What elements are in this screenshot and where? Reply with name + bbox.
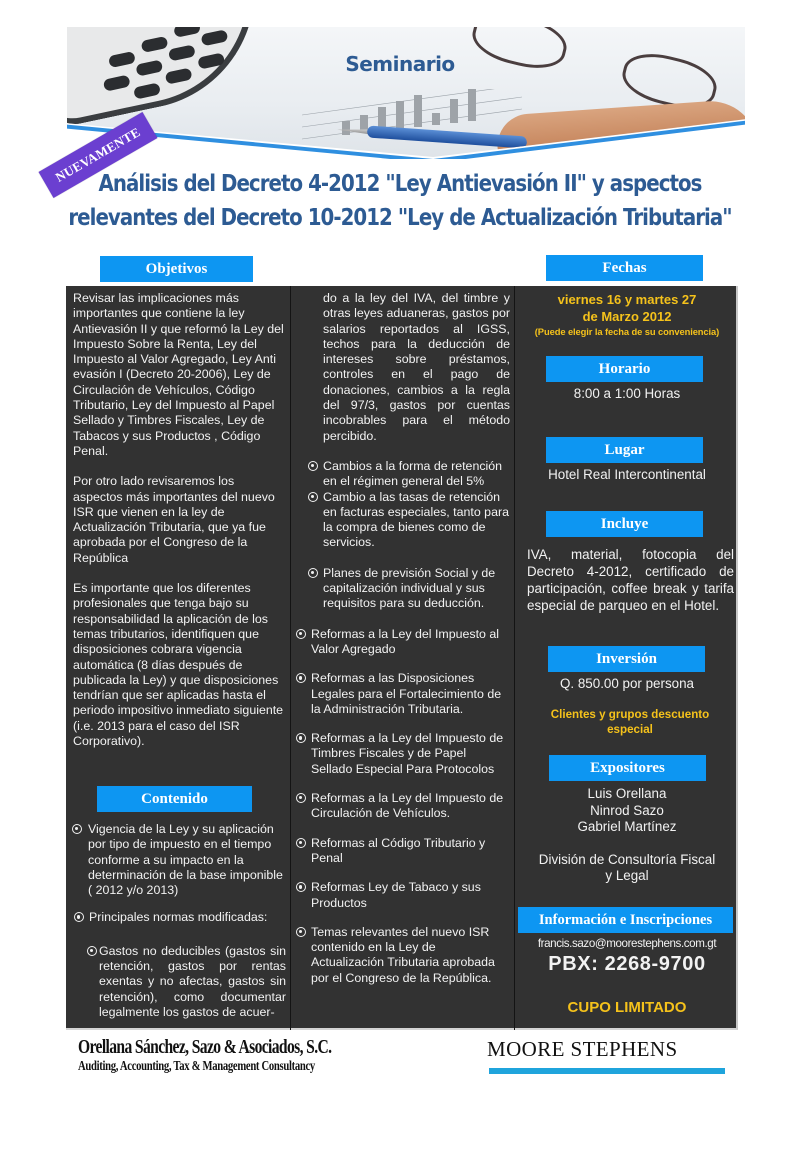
objetivos-heading: Objetivos xyxy=(100,256,253,282)
reforma-item-text: Reformas a la Ley del Impuesto de Timbres Fiscales y de Papel Sellado Especial Para Protocolos xyxy=(311,731,504,776)
informacion-heading: Información e Inscripciones xyxy=(518,907,733,933)
fechas-line-1: viernes 16 y martes 27 xyxy=(557,292,697,307)
info-column xyxy=(516,291,738,339)
contact-email[interactable]: francis.sazo@moorestephens.com.gt xyxy=(537,937,717,950)
firm-logo-tagline: Auditing, Accounting, Tax & Management Consultancy xyxy=(78,1059,315,1074)
expositores-heading: Expositores xyxy=(549,755,706,781)
bullet-icon xyxy=(296,673,306,683)
contenido-sub-item xyxy=(87,944,286,1020)
contenido-sub-item-text: Planes de previsión Social y de capitalización individual y sus requisitos para su deducción. xyxy=(323,565,496,611)
reforma-item xyxy=(296,925,510,986)
bullet-icon xyxy=(308,461,318,471)
lugar-value: Hotel Real Intercontinental xyxy=(548,467,706,482)
reforma-item xyxy=(296,731,510,777)
contenido-column-start xyxy=(72,822,286,1020)
seminar-kicker: Seminario xyxy=(345,52,455,76)
contenido-sub-item-continued: do a la ley del IVA, del timbre y otras leyes aduaneras, gastos por salarios reportados al IGSS, techos para la deducción de intereses sobre préstamos, controles en el pago de donaciones, cambios a la regla del 97/3, gastos por cuentas incobrables para el método percibido. xyxy=(323,291,510,443)
bullet-icon xyxy=(308,492,318,502)
objetivos-column xyxy=(73,291,287,764)
expositores-division: División de Consultoría Fiscal y Legal xyxy=(538,851,716,883)
contenido-item-text: Principales normas modificadas: xyxy=(89,910,268,925)
reforma-item xyxy=(296,627,510,658)
column-divider-right xyxy=(514,286,515,1030)
contenido-sub-item xyxy=(308,490,510,551)
lugar-heading: Lugar xyxy=(546,437,703,463)
nuevamente-badge: NUEVAMENTE xyxy=(39,112,158,198)
bullet-icon xyxy=(72,824,82,834)
bullet-icon xyxy=(296,793,306,803)
reforma-item xyxy=(296,791,510,822)
reforma-item-text: Reformas a la Ley del Impuesto de Circulación de Vehículos. xyxy=(311,791,504,821)
reforma-item xyxy=(296,836,510,867)
bullet-icon xyxy=(296,733,306,743)
column-divider-left xyxy=(290,286,291,1030)
horario-heading: Horario xyxy=(546,356,703,382)
expositor-name: Ninrod Sazo xyxy=(590,802,664,818)
contenido-item-text: Vigencia de la Ley y su aplicación por tipo de impuesto en el tiempo conforme a su impacto en la determinación de la base imponible ( 2012 y/o 2013) xyxy=(88,822,283,898)
contenido-sub-item-text: Cambio a las tasas de retención en facturas especiales, tanto para la compra de bienes como de servicios. xyxy=(323,489,509,550)
inversion-discount: Clientes y grupos descuento especial xyxy=(550,708,710,736)
contact-phone[interactable]: PBX: 2268-9700 xyxy=(548,953,706,975)
cupo-limitado: CUPO LIMITADO xyxy=(567,999,687,1016)
contenido-column-continued xyxy=(296,291,510,986)
reforma-item-text: Reformas al Código Tributario y Penal xyxy=(311,835,486,865)
reforma-item xyxy=(296,880,510,911)
page-title xyxy=(56,167,744,235)
bullet-icon xyxy=(296,882,306,892)
bullet-icon xyxy=(296,629,306,639)
bullet-icon xyxy=(296,838,306,848)
reforma-item-text: Reformas Ley de Tabaco y sus Productos xyxy=(311,880,481,910)
expositor-name: Luis Orellana xyxy=(587,786,667,801)
fechas-line-2: de Marzo 2012 xyxy=(582,309,672,324)
reforma-item-text: Reformas a la Ley del Impuesto al Valor Agregado xyxy=(311,626,500,656)
reforma-item-text: Reformas a las Disposiciones Legales para el Fortalecimiento de la Administración Tributaria. xyxy=(311,671,502,716)
objetivos-paragraph: Por otro lado revisaremos los aspectos más importantes del nuevo ISR que vienen en la ley de Actualización Tributaria, que ya fue aprobada por el Congreso de la República xyxy=(73,474,275,565)
contenido-sub-item-text: Cambios a la forma de retención en el régimen general del 5% xyxy=(323,458,503,489)
fechas-heading: Fechas xyxy=(546,255,703,281)
contenido-sub-item xyxy=(308,566,510,612)
calculator-illustration xyxy=(67,27,277,130)
reforma-item xyxy=(296,671,510,717)
contenido-sub-item-text: Gastos no deducibles (gastos sin retención, gastos por rentas exentas y no afectas, gastos sin retención), como documentar legalmente los gastos de acuer- xyxy=(99,943,286,1019)
contenido-item xyxy=(72,822,286,898)
bullet-icon xyxy=(296,927,306,937)
moore-stephens-logo: MOORE STEPHENS xyxy=(487,1037,678,1061)
title-line-2: relevantes del Decreto 10-2012 "Ley de Actualización Tributaria" xyxy=(68,205,732,231)
inversion-price: Q. 850.00 por persona xyxy=(560,676,694,691)
moore-stephens-logo-bar xyxy=(489,1068,725,1074)
horario-value: 8:00 a 1:00 Horas xyxy=(573,386,681,401)
expositor-name: Gabriel Martínez xyxy=(577,819,677,834)
contenido-sub-item xyxy=(308,459,510,490)
firm-logo-name: Orellana Sánchez, Sazo & Asociados, S.C. xyxy=(78,1036,332,1058)
objetivos-paragraph: Es importante que los diferentes profesionales que tenga bajo su responsabilidad la aplicación de los temas tributarios, identifiquen que disposiciones cobrara vigencia automática (8 días después de publicada la Ley) y que disposiciones tendrían que ser aplicadas hasta el periodo impositivo inmediato siguiente (i.e. 2013 para el caso del ISR Corporativo). xyxy=(73,581,284,749)
fechas-note: (Puede elegir la fecha de su conveniencia) xyxy=(534,326,720,337)
bullet-icon xyxy=(308,568,318,578)
reforma-item-text: Temas relevantes del nuevo ISR contenido en la Ley de Actualización Tributaria aprobada por el Congreso de la República. xyxy=(311,924,495,985)
contenido-item xyxy=(74,910,286,925)
incluye-value: IVA, material, fotocopia del Decreto 4-2012, certificado de participación, coffee break y tarifa especial de parqueo en el Hotel. xyxy=(527,547,734,613)
objetivos-paragraph: Revisar las implicaciones más importantes que contiene la ley Antievasión II y que reformó la Ley del Impuesto Sobre la Renta, Ley del Impuesto al Valor Agregado, Ley Anti evasión I (Decreto 20-2006), Ley de Circulación de Vehículos, Código Tributario, Ley del Impuesto al Papel Sellado y Timbres Fiscales, Ley de Tabacos y sus Productos , Código Penal. xyxy=(73,291,284,458)
title-line-1: Análisis del Decreto 4-2012 "Ley Antievasión II" y aspectos xyxy=(98,171,702,197)
expositores-list xyxy=(516,786,738,885)
inversion-heading: Inversión xyxy=(548,646,705,672)
incluye-heading: Incluye xyxy=(546,511,703,537)
bullet-icon xyxy=(74,912,84,922)
bullet-icon xyxy=(87,946,97,956)
contenido-heading: Contenido xyxy=(97,786,252,812)
